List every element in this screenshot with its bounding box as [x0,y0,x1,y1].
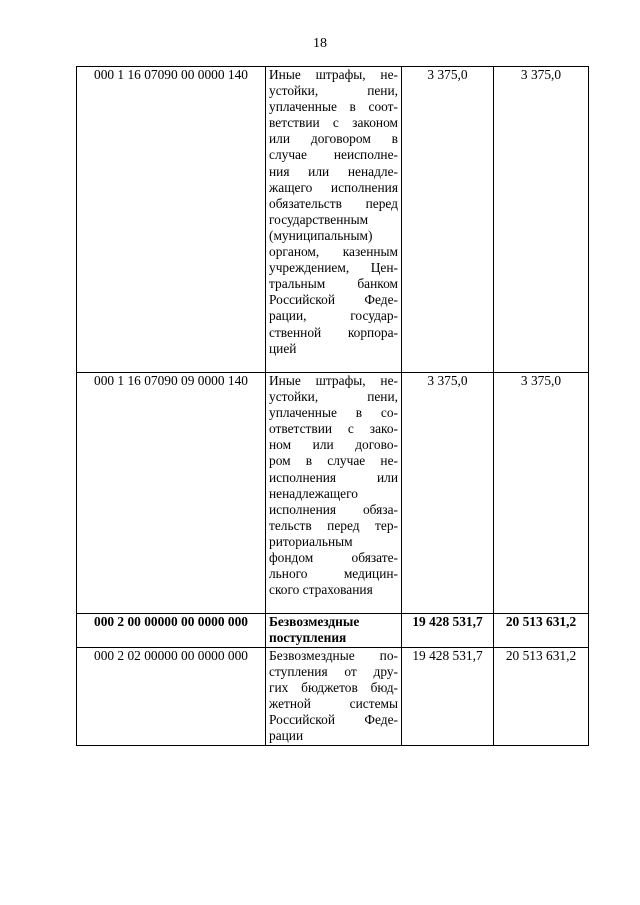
name-line: риториальным [269,533,353,549]
name-line: исполнения обяза- [269,501,398,517]
value-year-2-cell: 3 375,0 [494,373,589,614]
name-line: рации, государ- [269,308,398,324]
name-line: ского страхования [269,582,373,598]
table-row [77,614,589,648]
table-row [77,67,589,373]
name-line: или договором в [269,131,398,147]
name-line: Безвозмездные по- [269,648,398,663]
name-line: Российской Феде- [269,712,398,728]
name-line: рации [269,728,304,744]
name-line: поступления [269,630,347,646]
revenue-name-cell [266,614,402,648]
revenue-name-cell [266,373,402,614]
name-line: учреждением, Цен- [269,260,398,276]
name-line: жетной системы [269,696,398,712]
revenue-code-cell: 000 2 02 00000 00 0000 000 [77,648,266,746]
name-line: тральным банком [269,276,398,292]
name-line: ветствии с законом [269,115,398,131]
revenue-code-cell: 000 1 16 07090 00 0000 140 [77,67,266,373]
name-line: жащего исполнения [269,179,398,195]
revenue-name-cell [266,67,402,373]
table-row [77,648,589,746]
name-line: (муниципальным) [269,227,373,243]
name-line: обязательств перед [269,195,398,211]
value-year-2-cell: 20 513 631,2 [494,648,589,746]
value-year-2-cell: 20 513 631,2 [494,614,589,648]
page-number: 18 [313,36,327,51]
name-line: цией [269,340,297,356]
table-row [77,373,589,614]
name-line: ненадлежащего [269,485,358,501]
value-year-1-cell: 19 428 531,7 [402,648,494,746]
name-line: исполнения или [269,469,398,485]
name-line: ственной корпора- [269,324,398,340]
name-line: ступления от дру- [269,664,398,680]
name-line: ром в случае не- [269,453,398,469]
value-year-2-cell: 3 375,0 [494,67,589,373]
name-line: уплаченные в соот- [269,99,398,115]
name-line: ответствии с зако- [269,421,398,437]
name-line: государственным [269,211,369,227]
name-line: гих бюджетов бюд- [269,680,398,696]
value-year-1-cell: 3 375,0 [402,373,494,614]
name-line: ном или догово- [269,437,398,453]
name-line: органом, казенным [269,244,398,260]
name-line: Иные штрафы, не- [269,67,398,82]
name-line: Иные штрафы, не- [269,373,398,388]
revenue-name-cell [266,648,402,746]
name-line: ния или ненадле- [269,163,398,179]
name-line: тельств перед тер- [269,517,398,533]
name-line: льного медицин- [269,566,398,582]
revenue-code-cell: 000 2 00 00000 00 0000 000 [77,614,266,648]
revenue-code-cell: 000 1 16 07090 09 0000 140 [77,373,266,614]
name-line: уплаченные в со- [269,405,398,421]
value-year-1-cell: 19 428 531,7 [402,614,494,648]
name-line: устойки, пени, [269,83,398,99]
name-line: случае неисполне- [269,147,398,163]
name-line: Российской Феде- [269,292,398,308]
name-line: устойки, пени, [269,389,398,405]
budget-revenue-table [76,66,589,746]
value-year-1-cell: 3 375,0 [402,67,494,373]
name-line: Безвозмездные [269,614,360,629]
name-line: фондом обязате- [269,550,398,566]
